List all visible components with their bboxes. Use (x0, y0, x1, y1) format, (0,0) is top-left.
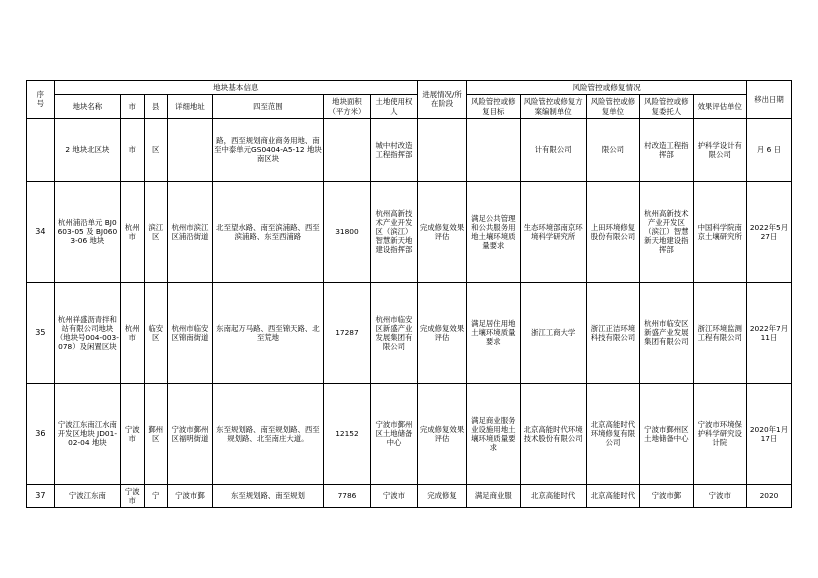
cell-date: 月 6 日 (746, 118, 791, 181)
cell-seq: 37 (27, 484, 55, 507)
header-area: 地块面积（平方米） (323, 95, 370, 119)
header-stage: 进展情况/所在阶段 (417, 81, 466, 119)
cell-goal: 满足居住用地土壤环境质量要求 (467, 282, 520, 383)
cell-name: 杭州祥盛沥青拌和站有限公司地块（地块号004-003-078）及闲置区块 (54, 282, 120, 383)
cell-stage: 完成修复 (417, 484, 466, 507)
cell-city: 宁波市 (121, 484, 145, 507)
cell-county: 区 (144, 118, 168, 181)
cell-eval-unit: 浙江环境监测工程有限公司 (693, 282, 746, 383)
cell-range: 北至望水路、南至滨浦路、西至滨浦路、东至西浦路 (212, 181, 323, 282)
cell-address (168, 118, 213, 181)
cell-land-right: 宁波市鄞州区土地储备中心 (370, 383, 417, 484)
cell-date: 2020 (746, 484, 791, 507)
header-group-basic: 地块基本信息 (54, 81, 417, 95)
cell-plan-unit: 浙江工商大学 (520, 282, 586, 383)
cell-stage: 完成修复效果评估 (417, 282, 466, 383)
table-body (27, 118, 792, 507)
cell-date: 2022年5月27日 (746, 181, 791, 282)
cell-address: 杭州市滨江区浦沿街道 (168, 181, 213, 282)
header-address: 详细地址 (168, 95, 213, 119)
header-plan-unit: 风险管控或修复方案编制单位 (520, 95, 586, 119)
cell-area: 7786 (323, 484, 370, 507)
header-land-right: 土地使用权人 (370, 95, 417, 119)
cell-area (323, 118, 370, 181)
cell-seq (27, 118, 55, 181)
cell-range: 路，西至规划商业商务用地、南至中泰单元GS0404-A5-12 地块南区块 (212, 118, 323, 181)
cell-land-right: 宁波市 (370, 484, 417, 507)
cell-eval-unit: 宁波市环境保护科学研究设计院 (693, 383, 746, 484)
cell-date: 2020年1月17日 (746, 383, 791, 484)
cell-county: 临安区 (144, 282, 168, 383)
table-row (27, 181, 792, 282)
cell-plan-unit: 生态环境部南京环境科学研究所 (520, 181, 586, 282)
table-row (27, 282, 792, 383)
cell-address: 杭州市临安区锦南街道 (168, 282, 213, 383)
cell-county: 鄞州区 (144, 383, 168, 484)
cell-plan-unit: 北京高能时代 (520, 484, 586, 507)
cell-fix-unit: 浙江正洁环境科技有限公司 (586, 282, 639, 383)
table-header (27, 81, 792, 119)
table-container (26, 80, 792, 508)
cell-trust-unit: 宁波市鄞 (640, 484, 693, 507)
cell-stage (417, 118, 466, 181)
cell-name: 宁波江东南 (54, 484, 120, 507)
cell-city: 杭州市 (121, 181, 145, 282)
cell-area: 17287 (323, 282, 370, 383)
cell-name: 宁波江东南江水南开发区地块 JD01-02-04 地块 (54, 383, 120, 484)
cell-trust-unit: 村改造工程指挥部 (640, 118, 693, 181)
cell-trust-unit: 宁波市鄞州区土地储备中心 (640, 383, 693, 484)
cell-stage: 完成修复效果评估 (417, 181, 466, 282)
header-city: 市 (121, 95, 145, 119)
table-row (27, 118, 792, 181)
header-date: 移出日期 (746, 81, 791, 119)
cell-goal (467, 118, 520, 181)
cell-county: 宁 (144, 484, 168, 507)
header-column-row (27, 95, 792, 119)
header-name: 地块名称 (54, 95, 120, 119)
cell-city: 杭州市 (121, 282, 145, 383)
cell-stage: 完成修复效果评估 (417, 383, 466, 484)
cell-seq: 34 (27, 181, 55, 282)
cell-seq: 35 (27, 282, 55, 383)
cell-fix-unit: 上田环境修复股份有限公司 (586, 181, 639, 282)
header-county: 县 (144, 95, 168, 119)
cell-goal: 满足商业服 (467, 484, 520, 507)
cell-plan-unit: 计有限公司 (520, 118, 586, 181)
cell-county: 滨江区 (144, 181, 168, 282)
cell-city: 市 (121, 118, 145, 181)
header-fix-unit: 风险管控或修复单位 (586, 95, 639, 119)
cell-goal: 满足商业服务业设施用地土壤环境质量要求 (467, 383, 520, 484)
cell-trust-unit: 杭州市临安区新盛产业发展集团有限公司 (640, 282, 693, 383)
header-group-row (27, 81, 792, 95)
header-seq: 序 号 (27, 81, 55, 119)
cell-eval-unit: 护科学设计有限公司 (693, 118, 746, 181)
cell-fix-unit: 限公司 (586, 118, 639, 181)
header-group-risk: 风险管控或修复情况 (467, 81, 747, 95)
header-eval-unit: 效果评估单位 (693, 95, 746, 119)
cell-address: 宁波市鄞 (168, 484, 213, 507)
cell-name: 2 地块北区块 (54, 118, 120, 181)
cell-seq: 36 (27, 383, 55, 484)
cell-range: 东南起万马路、西至锦天路、北至荒地 (212, 282, 323, 383)
cell-range: 东至规划路、南至规划 (212, 484, 323, 507)
cell-land-right: 杭州高新技术产业开发区（滨江）智慧新天地建设指挥部 (370, 181, 417, 282)
table-row (27, 383, 792, 484)
cell-trust-unit: 杭州高新技术产业开发区（滨江）智慧新天地建设指挥部 (640, 181, 693, 282)
cell-eval-unit: 宁波市 (693, 484, 746, 507)
cell-city: 宁波市 (121, 383, 145, 484)
table-row (27, 484, 792, 507)
cell-fix-unit: 北京高能时代环境修复有限公司 (586, 383, 639, 484)
cell-fix-unit: 北京高能时代 (586, 484, 639, 507)
header-trust-unit: 风险管控或修复委托人 (640, 95, 693, 119)
land-plots-table (26, 80, 792, 508)
cell-land-right: 杭州市临安区新盛产业发展集团有限公司 (370, 282, 417, 383)
cell-area: 12152 (323, 383, 370, 484)
cell-name: 杭州浦沿单元 BJ0603-05 及 BJ0603-06 地块 (54, 181, 120, 282)
cell-eval-unit: 中国科学院南京土壤研究所 (693, 181, 746, 282)
cell-date: 2022年7月11日 (746, 282, 791, 383)
cell-address: 宁波市鄞州区福明街道 (168, 383, 213, 484)
header-goal: 风险管控或修复目标 (467, 95, 520, 119)
cell-land-right: 城中村改造工程指挥部 (370, 118, 417, 181)
cell-range: 东至规划路、南至规划路、西至规划路、北至南庄大道。 (212, 383, 323, 484)
cell-area: 31800 (323, 181, 370, 282)
header-range: 四至范围 (212, 95, 323, 119)
cell-plan-unit: 北京高能时代环境技术股份有限公司 (520, 383, 586, 484)
cell-goal: 满足公共管理和公共服务用地土壤环境质量要求 (467, 181, 520, 282)
